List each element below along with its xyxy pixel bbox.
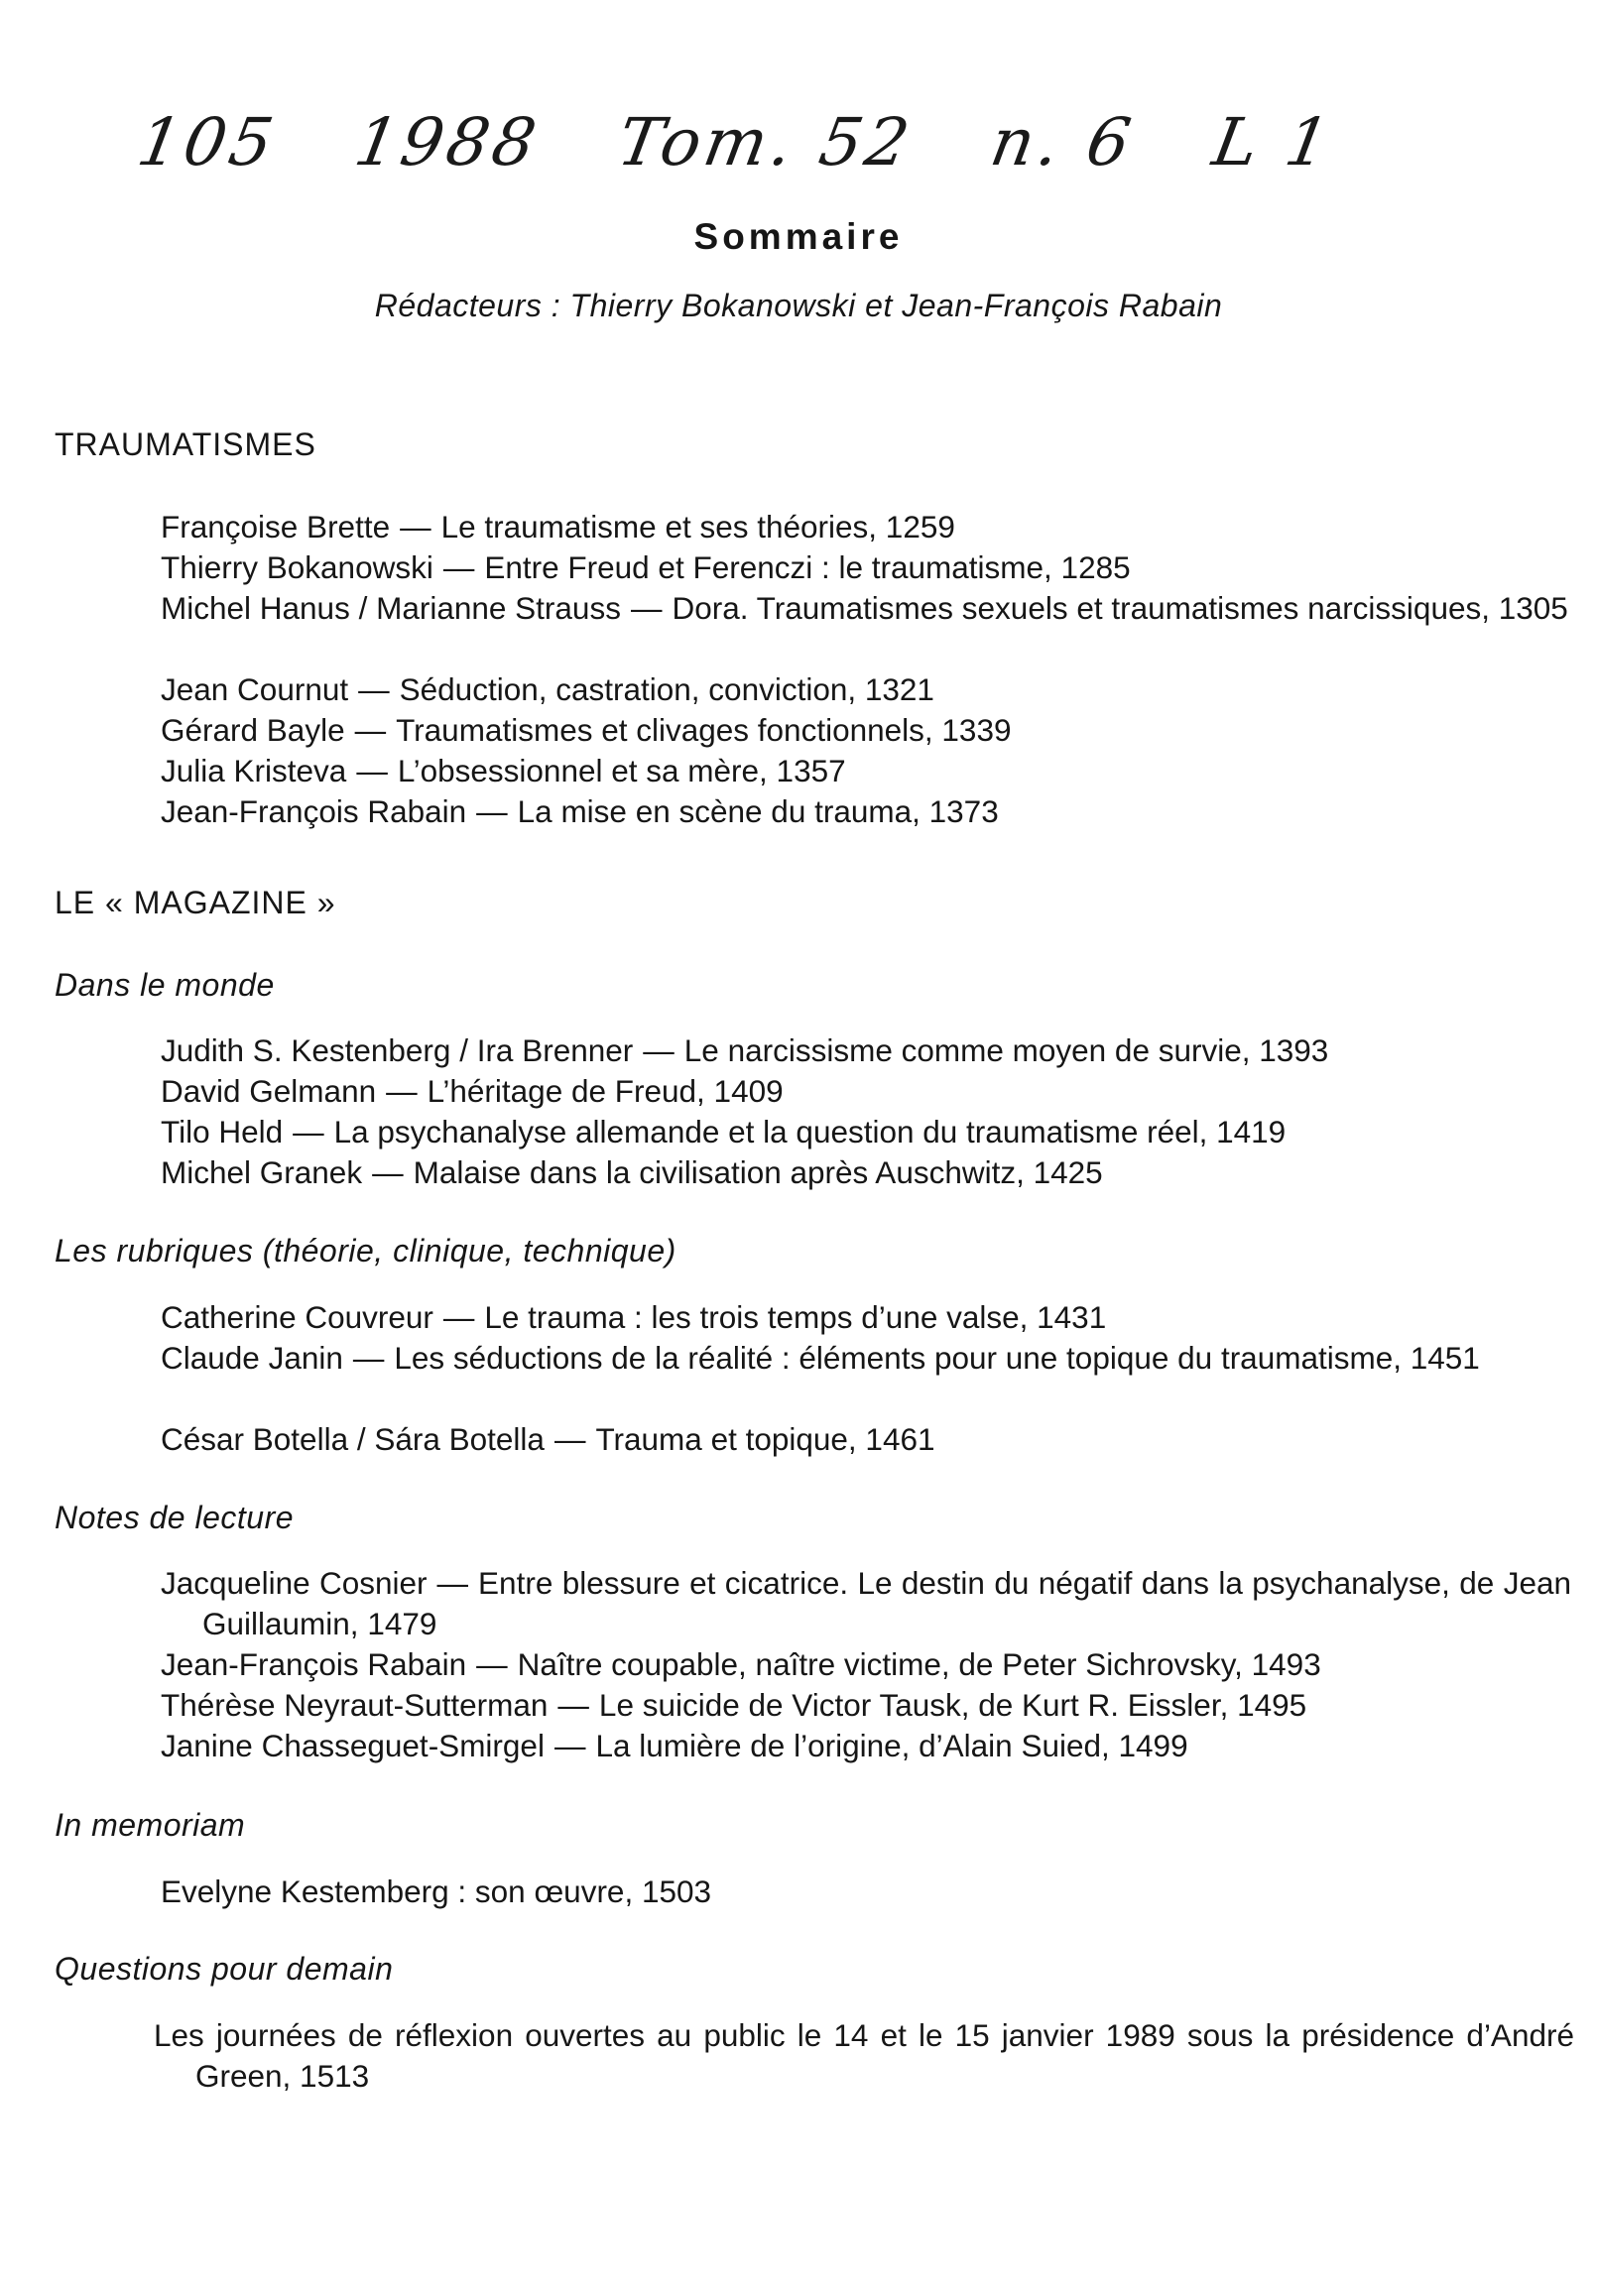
toc-entry	[161, 1338, 1571, 1379]
entry-title: La mise en scène du trauma, 1373	[517, 793, 999, 829]
entry-author: Jean-François Rabain	[161, 1646, 467, 1682]
entry-title: Traumatismes et clivages fonctionnels, 1339	[396, 712, 1012, 748]
toc-entry	[161, 1726, 1571, 1766]
entry-title: L’obsessionnel et sa mère, 1357	[397, 753, 846, 788]
entry-title: La lumière de l’origine, d’Alain Suied, 1499	[595, 1728, 1188, 1763]
entry-separator: —	[358, 671, 390, 707]
entry-title: Entre blessure et cicatrice. Le destin du négatif dans la psychanalyse, de Jean Guillaumin, 1479	[202, 1565, 1571, 1641]
page-title: Sommaire	[693, 216, 904, 257]
section-heading-magazine: LE « MAGAZINE »	[55, 885, 336, 920]
entry-separator: —	[476, 1646, 508, 1682]
entry-separator: —	[354, 712, 387, 748]
entry-author: Françoise Brette	[161, 509, 391, 544]
section-heading-notes-de-lecture: Notes de lecture	[55, 1500, 295, 1535]
entry-title: Entre Freud et Ferenczi : le traumatisme, 1285	[484, 549, 1131, 585]
toc-entry	[161, 1419, 1571, 1460]
toc-entry	[161, 507, 1571, 547]
entry-author: Catherine Couvreur	[161, 1299, 433, 1335]
entry-author: Michel Granek	[161, 1154, 363, 1190]
entry-title: Le suicide de Victor Tausk, de Kurt R. Eissler, 1495	[598, 1687, 1307, 1723]
entry-author: Janine Chasseguet-Smirgel	[161, 1728, 545, 1763]
entry-author: Gérard Bayle	[161, 712, 345, 748]
handwritten-catalog-note	[132, 104, 1387, 181]
entry-author: Judith S. Kestenberg / Ira Brenner	[161, 1032, 634, 1068]
toc-entry	[161, 751, 1571, 791]
entry-title: Le narcissisme comme moyen de survie, 1393	[683, 1032, 1329, 1068]
entry-author: Jean-François Rabain	[161, 793, 467, 829]
entry-separator: —	[442, 1299, 475, 1335]
entry-title: Evelyne Kestemberg : son œuvre, 1503	[161, 1873, 712, 1909]
entry-separator: —	[293, 1114, 324, 1149]
entry-title: Séduction, castration, conviction, 1321	[399, 671, 934, 707]
toc-entry	[161, 1071, 1571, 1112]
handnote-shelf: L 1	[1206, 104, 1339, 181]
handnote-tome: Tom. 52	[612, 104, 919, 181]
entry-separator: —	[476, 793, 508, 829]
entry-author: Claude Janin	[161, 1340, 343, 1376]
toc-entry	[161, 1644, 1571, 1685]
entry-separator: —	[400, 509, 431, 544]
section-heading-questions-pour-demain: Questions pour demain	[55, 1951, 394, 1987]
entry-separator: —	[553, 1421, 586, 1457]
entry-author: Thérèse Neyraut-Sutterman	[161, 1687, 549, 1723]
entry-separator: —	[352, 1340, 385, 1376]
editors-line: Rédacteurs : Thierry Bokanowski et Jean-François Rabain	[374, 288, 1223, 323]
toc-entry	[161, 669, 1571, 710]
toc-entry	[161, 1112, 1571, 1152]
handnote-number: 105	[132, 104, 283, 181]
entry-title: Malaise dans la civilisation après Auschwitz, 1425	[413, 1154, 1103, 1190]
toc-entry	[161, 588, 1571, 629]
entry-author: César Botella / Sára Botella	[161, 1421, 545, 1457]
entry-separator: —	[386, 1073, 418, 1109]
toc-entry	[154, 2015, 1574, 2097]
section-heading-dans-le-monde: Dans le monde	[55, 967, 275, 1003]
entry-author: Michel Hanus / Marianne Strauss	[161, 590, 621, 626]
entry-title: Le traumatisme et ses théories, 1259	[440, 509, 955, 544]
toc-entry	[161, 1872, 1571, 1912]
entry-title: Les séductions de la réalité : éléments pour une topique du traumatisme, 1451	[394, 1340, 1480, 1376]
entry-title: Dora. Traumatismes sexuels et traumatismes narcissiques, 1305	[672, 590, 1568, 626]
toc-entry	[161, 1685, 1571, 1726]
handnote-issue: n. 6	[985, 104, 1141, 181]
entry-author: Jacqueline Cosnier	[161, 1565, 428, 1601]
toc-entry	[161, 1563, 1571, 1644]
entry-author: Tilo Held	[161, 1114, 284, 1149]
entry-separator: —	[553, 1728, 586, 1763]
entry-separator: —	[436, 1565, 469, 1601]
entry-title: L’héritage de Freud, 1409	[427, 1073, 784, 1109]
entry-title: Les journées de réflexion ouvertes au public le 14 et le 15 janvier 1989 sous la présidence d’André Green, 1513	[154, 2017, 1574, 2094]
entry-author: Thierry Bokanowski	[161, 549, 433, 585]
entry-title: La psychanalyse allemande et la question du traumatisme réel, 1419	[333, 1114, 1287, 1149]
entry-title: Trauma et topique, 1461	[595, 1421, 935, 1457]
section-heading-traumatismes: TRAUMATISMES	[55, 426, 316, 462]
entry-separator: —	[356, 753, 388, 788]
toc-entry	[161, 1152, 1571, 1193]
entry-title: Naître coupable, naître victime, de Peter Sichrovsky, 1493	[517, 1646, 1321, 1682]
entry-separator: —	[442, 549, 475, 585]
section-heading-rubriques: Les rubriques (théorie, clinique, technique)	[55, 1233, 676, 1269]
entry-separator: —	[372, 1154, 404, 1190]
section-heading-in-memoriam: In memoriam	[55, 1807, 246, 1843]
toc-entry	[161, 710, 1571, 751]
toc-entry	[161, 1030, 1571, 1071]
toc-entry	[161, 547, 1571, 588]
entry-author: David Gelmann	[161, 1073, 377, 1109]
entry-separator: —	[557, 1687, 589, 1723]
toc-entry	[161, 1297, 1571, 1338]
entry-author: Julia Kristeva	[161, 753, 347, 788]
entry-title: Le trauma : les trois temps d’une valse, 1431	[484, 1299, 1107, 1335]
entry-separator: —	[643, 1032, 675, 1068]
handnote-year: 1988	[349, 104, 546, 181]
entry-separator: —	[630, 590, 663, 626]
entry-author: Jean Cournut	[161, 671, 349, 707]
toc-entry	[161, 791, 1571, 832]
